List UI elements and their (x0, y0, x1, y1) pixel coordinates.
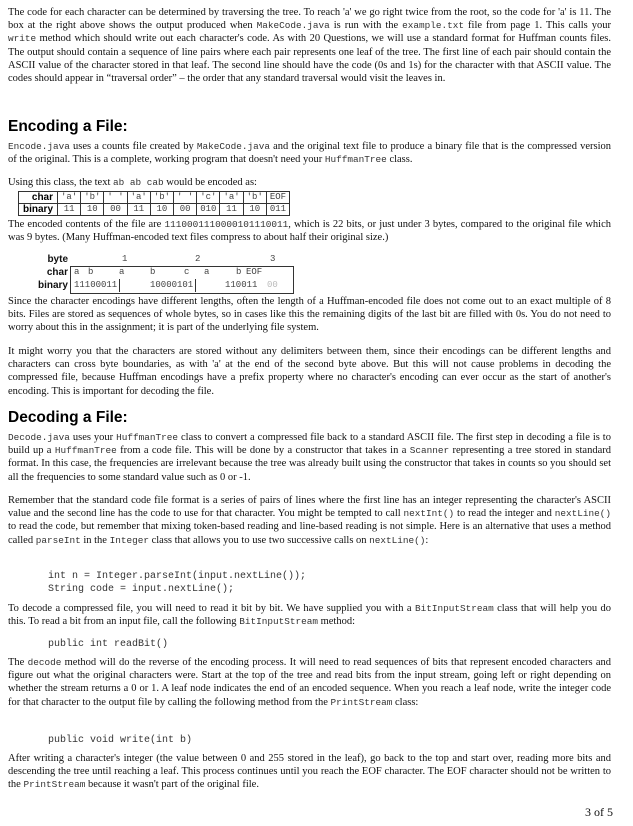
char-label: char (19, 192, 58, 204)
binary-label: binary (19, 204, 58, 216)
enc-code-cell: 10 (243, 204, 266, 216)
byte-number: 1 (122, 254, 128, 264)
byte-char: b (88, 267, 94, 277)
code-block-write: public void write(int b) (48, 735, 193, 746)
byte-char: a (74, 267, 80, 277)
byte-number-row (18, 253, 293, 266)
encoding-table-binary-row (19, 204, 290, 216)
decoding-paragraph-2: Remember that the standard code file format is a series of pairs of lines where the first line has an integer representing the character's ASCII value and the second line has the code to use for that character. You might be tempted to call nextInt() to read the integer and nextLine() to read the code, but remember that mixing token-based reading and line-based reading is not simple. Here is an alternative that uses a method called parseInt in the Integer class that allows you to use two successive calls on nextLine(): (8, 495, 611, 546)
byte-layout-diagram (18, 253, 293, 292)
enc-code-cell: 11 (127, 204, 150, 216)
enc-char-cell: 'a' (220, 192, 243, 204)
enc-code-cell: 010 (197, 204, 220, 216)
byte-padding-bits: 00 (267, 280, 278, 290)
decoding-paragraph-5: After writing a character's integer (the value between 0 and 255 stored in the leaf), go back to the top and start over, reading more bits and descending the tree until reaching a leaf. This process continues until you reach the EOF character. The EOF character should not be written to the PrintStream because it wasn't part of the original file. (8, 753, 611, 791)
char-label: char (46, 267, 68, 278)
encoding-table (18, 191, 290, 216)
byte-label: byte (47, 254, 68, 265)
encoding-paragraph-4: Since the character encodings have different lengths, often the length of a Huffman-encoded file does not come out to an exact multiple of 8 bits. Files are stored as sequences of whole bytes, so in cases like this the remaining digits of the last bit are filled with 0s. You do not need to worry about this in the assignment; it is part of the underlying file system. (8, 296, 611, 334)
encoding-paragraph-1: Encode.java uses a counts file created by MakeCode.java and the original text file to produce a binary file that is the compressed version of the original. This is a complete, working program that doesn't need your HuffmanTree class. (8, 141, 611, 166)
enc-char-cell: 'a' (127, 192, 150, 204)
byte-char: c (184, 267, 190, 277)
enc-char-cell: 'c' (197, 192, 220, 204)
byte-binary-group: 110011 (225, 280, 258, 290)
decoding-heading: Decoding a File: (8, 409, 128, 426)
encoding-paragraph-2: Using this class, the text ab ab cab would be encoded as: (8, 177, 257, 188)
enc-code-cell: 10 (150, 204, 173, 216)
byte-binary-group: 10000101 (150, 279, 196, 292)
enc-code-cell: 11 (220, 204, 243, 216)
enc-code-cell: 10 (81, 204, 104, 216)
binary-label: binary (37, 280, 68, 291)
decoding-paragraph-3: To decode a compressed file, you will need to read it bit by bit. We have supplied you with a BitInputStream class that will help you do this. To read a bit from an input file, call the following BitInputStream method: (8, 603, 612, 628)
enc-code-cell: 00 (174, 204, 197, 216)
enc-code-cell: 011 (266, 204, 289, 216)
byte-number: 3 (270, 254, 276, 264)
encoding-heading: Encoding a File: (8, 118, 128, 135)
enc-char-cell: EOF (266, 192, 289, 204)
byte-char-row (18, 266, 293, 279)
enc-code-cell: 00 (104, 204, 127, 216)
enc-char-cell: ' ' (174, 192, 197, 204)
intro-paragraph: The code for each character can be determined by traversing the tree. To reach 'a' we go right twice from the root, so the code for 'a' is 11. The box at the right above shows the output produced when MakeCode.java is run with the example.txt file from page 1. This calls your write method which should write out each character's code. As with 20 Questions, we will use a standard format for Huffman counts files. The output should contain a sequence of line pairs where each pair represents one leaf of the tree. The first line of each pair should contain the ASCII value of the character stored in that leaf. The second line should have the code (0s and 1s) for the character with that ASCII value. The codes should appear in “traversal order” – the order that any standard traversal would visit the leaves in. (8, 7, 611, 85)
decoding-paragraph-1: Decode.java uses your HuffmanTree class to convert a compressed file back to a standard ASCII file. The first step in decoding a file is to build up a HuffmanTree from a code file. This will be done by a constructor that takes in a Scanner representing a tree stored in standard format. In this case, the frequencies are irrelevant because the tree was already built using the constructor that takes in counts so you should set all the frequencies to some standard value such as 0 or -1. (8, 432, 611, 483)
byte-number: 2 (195, 254, 201, 264)
enc-char-cell: 'b' (243, 192, 266, 204)
enc-char-cell: ' ' (104, 192, 127, 204)
byte-char: EOF (246, 267, 263, 277)
code-block-parseint: int n = Integer.parseInt(input.nextLine()); String code = input.nextLine(); (48, 571, 307, 595)
encoding-paragraph-3: The encoded contents of the file are 1110001110000101110011, which is 22 bits, or just under 3 bytes, compared to the original file which was 9 bytes. (Many Huffman-encoded text files compress to about half their original size.) (8, 219, 611, 244)
enc-char-cell: 'a' (58, 192, 81, 204)
byte-char: b (236, 267, 242, 277)
byte-char: a (204, 267, 210, 277)
encoding-paragraph-5: It might worry you that the characters are stored without any delimiters between them, since their encodings can be different lengths and characters can cross byte boundaries, as with 'a' at the end of the second byte above. But this will not cause problems in decoding the compressed file, because Huffman encodings have a prefix property where no character's encoding can ever occur as the start of another's encoding. This is important for decoding the file. (8, 346, 611, 397)
enc-char-cell: 'b' (150, 192, 173, 204)
enc-char-cell: 'b' (81, 192, 104, 204)
enc-code-cell: 11 (58, 204, 81, 216)
byte-binary-row (18, 279, 293, 292)
byte-char: b (150, 267, 156, 277)
encoding-table-char-row (19, 192, 290, 204)
code-block-readbit: public int readBit() (48, 639, 169, 650)
page-number: 3 of 5 (585, 805, 613, 819)
byte-char: a (119, 267, 125, 277)
byte-binary-group: 11100011 (74, 279, 120, 292)
decoding-paragraph-4: The decode method will do the reverse of the encoding process. It will need to read sequences of bits that represent encoded characters and figure out what the original characters were. Start at the top of the tree and read bits from the input stream, going left or right depending on whether the stream returns a 0 or 1. A leaf node indicates the end of an encoded sequence. When you reach a leaf node, write the integer code for that character to the output file by calling the following method from the PrintStream class: (8, 657, 612, 708)
